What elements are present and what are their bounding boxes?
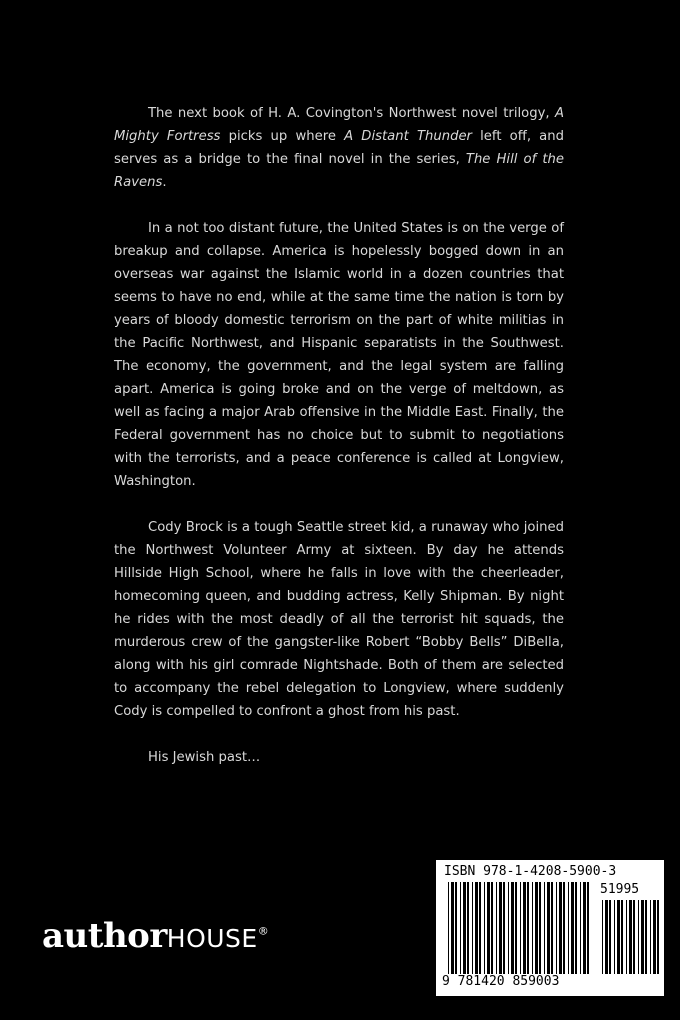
barcode-bar (484, 882, 485, 974)
barcode-bar (571, 882, 574, 974)
barcode-bar (523, 882, 526, 974)
barcode-bar (463, 882, 466, 974)
barcode-bar (645, 900, 647, 974)
barcode-bar (602, 900, 603, 974)
isbn-number: ISBN 978-1-4208-5900-3 (444, 864, 617, 879)
barcode-bar (472, 882, 473, 974)
barcode-bar (551, 882, 553, 974)
barcode-bar (617, 900, 620, 974)
barcode-digits: 9 781420 859003 (442, 974, 560, 989)
barcode-bar (487, 882, 490, 974)
barcode-bar (614, 900, 615, 974)
logo-registered-mark: ® (257, 924, 269, 938)
barcode-bar (511, 882, 514, 974)
price-code: 51995 (600, 882, 640, 897)
book-title-a-mighty-fortress: A Mighty Fortress (114, 106, 564, 144)
barcode-bar (539, 882, 541, 974)
barcode-bar (605, 900, 608, 974)
barcode-bar (475, 882, 478, 974)
barcode-bar (563, 882, 565, 974)
barcode-bar (544, 882, 545, 974)
isbn-barcode (436, 860, 664, 996)
barcode-bar (568, 882, 569, 974)
barcode-bar (467, 882, 469, 974)
barcode-bar (503, 882, 505, 974)
barcode-bar (559, 882, 562, 974)
barcode-bar (451, 882, 454, 974)
blurb-paragraph-1 (114, 102, 564, 194)
logo-author: author (42, 916, 167, 956)
barcode-bar (609, 900, 611, 974)
barcode-bar (556, 882, 557, 974)
blurb-paragraph-2: In a not too distant future, the United States is on the verge of breakup and collapse. America is hopelessly bogged down in an overseas war against the Islamic world in a dozen countries that seems to have no end, while at the same time the nation is torn by years of bloody domestic terrorism on the part of white militias in the Pacific Northwest, and Hispanic separatists in the Southwest. The economy, the government, and the legal system are falling apart. America is going broke and on the verge of meltdown, as well as facing a major Arab offensive in the Middle East. Finally, the Federal government has no choice but to submit to negotiations with the terrorists, and a peace conference is called at Longview, Washington. (114, 221, 564, 489)
barcode-bar (650, 900, 651, 974)
barcode-bar (535, 882, 538, 974)
barcode-bar (499, 882, 502, 974)
book-title-a-distant-thunder: A Distant Thunder (344, 129, 472, 144)
blurb-text: left off, and serves as a bridge to the final novel in the series, (114, 129, 564, 167)
barcode-bar (575, 882, 577, 974)
barcode-bar (520, 882, 521, 974)
barcode-bar (641, 900, 644, 974)
book-title-hill-of-the-ravens: The Hill of the Ravens (114, 152, 564, 190)
logo-house: HOUSE (166, 924, 258, 953)
barcode-bar (491, 882, 493, 974)
barcode-bar (547, 882, 550, 974)
blurb-text: . (162, 175, 167, 190)
barcode-bar (629, 900, 632, 974)
blurb-text: The next book of H. A. Covington's Northwest novel trilogy, (148, 106, 555, 121)
blurb-text: picks up where (220, 129, 345, 144)
barcode-bar (653, 900, 656, 974)
barcode-bar (515, 882, 517, 974)
barcode-bar (527, 882, 529, 974)
barcode-bar (657, 900, 659, 974)
barcode-bar (638, 900, 639, 974)
blurb-paragraph-3: Cody Brock is a tough Seattle street kid, a runaway who joined the Northwest Volunteer Army at sixteen. By day he attends Hillside High School, where he falls in love with the cheerleader, homecoming queen, and budding actress, Kelly Shipman. By night he rides with the most deadly of all the terrorist hit squads, the murderous crew of the gangster-like Robert “Bobby Bells” DiBella, along with his girl comrade Nightshade. Both of them are selected to accompany the rebel delegation to Longview, where suddenly Cody is compelled to confront a ghost from his past. (114, 520, 564, 719)
barcode-bar (587, 882, 589, 974)
authorhouse-logo (42, 916, 268, 956)
barcode-bar (532, 882, 533, 974)
barcode-bar (626, 900, 627, 974)
barcode-bar (460, 882, 461, 974)
barcode-bar (496, 882, 497, 974)
barcode-bar (621, 900, 623, 974)
barcode-bar (479, 882, 481, 974)
barcode-bar (448, 882, 449, 974)
barcode-bar (508, 882, 509, 974)
blurb-paragraph-4: His Jewish past… (148, 750, 261, 765)
barcode-bar (455, 882, 457, 974)
barcode-bar (580, 882, 581, 974)
back-cover-blurb (114, 102, 564, 792)
barcode-bar (583, 882, 586, 974)
barcode-bar (633, 900, 635, 974)
